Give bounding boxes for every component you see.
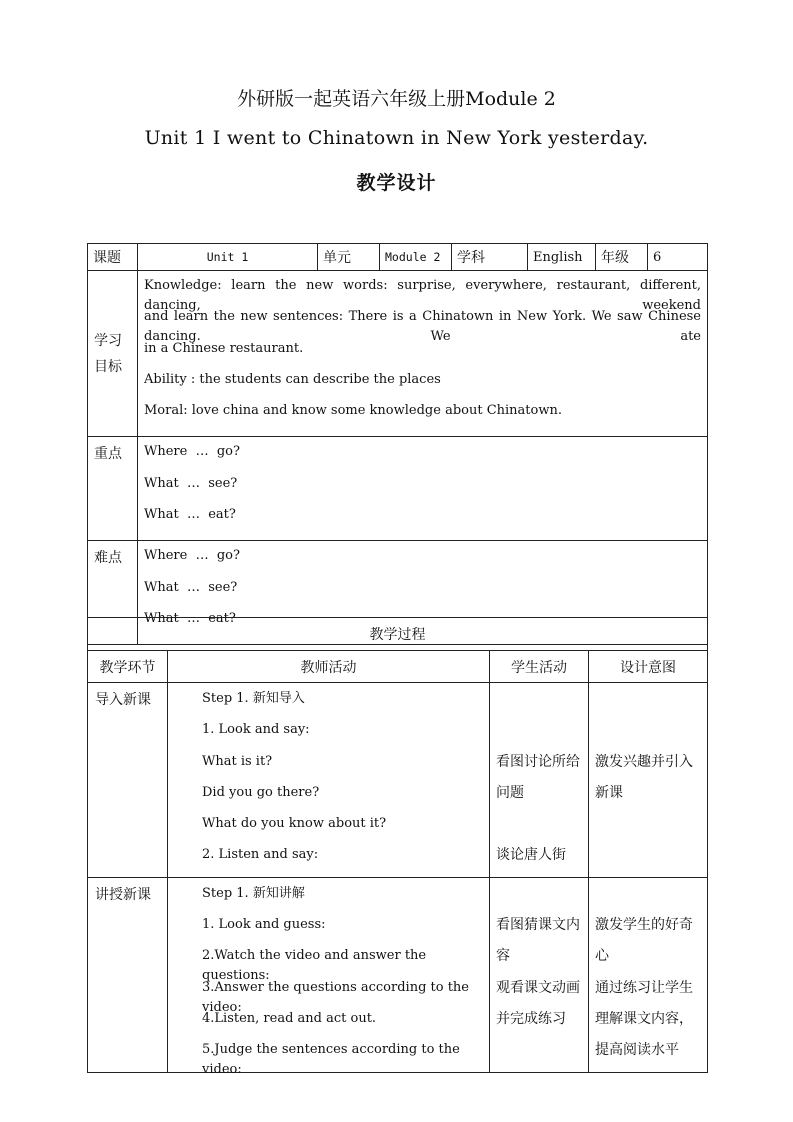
teacher-activity bbox=[168, 683, 490, 878]
purpose-line: 激发兴趣并引入 bbox=[595, 753, 693, 770]
purpose-line: 理解课文内容， bbox=[595, 1010, 693, 1027]
difficulties-label: 难点 bbox=[88, 541, 138, 645]
key-point-line: What … eat? bbox=[144, 507, 236, 523]
objective-line: and learn the new sentences: There is a Chinatown in New York. We saw Chinese dancing. We ate bbox=[144, 309, 701, 345]
document-title: 外研版一起英语六年级上册Module 2 bbox=[237, 88, 556, 110]
purpose-line: 通过练习让学生 bbox=[595, 979, 693, 996]
teacher-line: 3.Answer the questions according to the video: bbox=[202, 979, 470, 1015]
student-line: 容 bbox=[496, 948, 510, 965]
teacher-line: Did you go there? bbox=[202, 784, 320, 800]
purpose-line bbox=[595, 845, 701, 876]
grade-value: 6 bbox=[648, 244, 708, 271]
teacher-activity bbox=[168, 877, 490, 1078]
purpose-line bbox=[595, 884, 701, 915]
objective-line: in a Chinese restaurant. bbox=[144, 340, 304, 356]
column-header-stage: 教学环节 bbox=[88, 651, 168, 683]
student-activity bbox=[490, 683, 589, 878]
process-title: 教学过程 bbox=[88, 618, 708, 651]
teacher-line: 5.Judge the sentences according to the video: bbox=[202, 1042, 460, 1078]
student-activity bbox=[490, 877, 589, 1072]
objective-line: Moral: love china and know some knowledge about Chinatown. bbox=[144, 403, 562, 419]
unit-label: 单元 bbox=[318, 244, 380, 271]
topic-label: 课题 bbox=[88, 244, 138, 271]
student-line bbox=[496, 814, 582, 845]
teacher-line: Step 1. 新知讲解 bbox=[202, 885, 305, 901]
design-purpose bbox=[589, 683, 708, 878]
difficulty-line: What … see? bbox=[144, 579, 238, 595]
teacher-line: 1. Look and say: bbox=[202, 722, 310, 738]
topic-value: Unit 1 bbox=[138, 244, 318, 271]
process-title-row bbox=[88, 618, 708, 651]
key-point-line: What … see? bbox=[144, 475, 238, 491]
objectives-label-line2: 目标 bbox=[94, 358, 122, 375]
lesson-title: Unit 1 I went to Chinatown in New York yesterday. bbox=[144, 127, 649, 149]
student-line bbox=[496, 720, 582, 751]
key-point-line: Where … go? bbox=[144, 444, 240, 460]
student-line bbox=[496, 884, 582, 915]
process-row-intro bbox=[88, 683, 708, 878]
teacher-line: Step 1. 新知导入 bbox=[202, 691, 305, 706]
key-points-label: 重点 bbox=[88, 437, 138, 541]
column-header-purpose: 设计意图 bbox=[589, 651, 708, 683]
purpose-line: 激发学生的好奇 bbox=[595, 917, 693, 934]
stage-label: 导入新课 bbox=[88, 683, 168, 878]
student-line: 看图讨论所给 bbox=[496, 753, 580, 770]
student-line bbox=[496, 689, 582, 720]
objectives-row bbox=[88, 271, 708, 437]
objective-line: Knowledge: learn the new words: surprise, everywhere, restaurant, different, dancing, weekend bbox=[144, 278, 701, 313]
difficulty-line: Where … go? bbox=[144, 548, 240, 564]
purpose-line: 新课 bbox=[595, 784, 623, 801]
stage-label: 讲授新课 bbox=[88, 877, 168, 1072]
teacher-line: 2.Watch the video and answer the questions: bbox=[202, 948, 427, 984]
objectives-label bbox=[88, 271, 138, 437]
student-line bbox=[496, 1040, 582, 1071]
objectives-content bbox=[138, 271, 708, 437]
subject-value: English bbox=[528, 244, 596, 271]
objective-line: Ability : the students can describe the places bbox=[144, 371, 441, 387]
student-line: 谈论唐人街 bbox=[496, 847, 566, 864]
design-purpose bbox=[589, 877, 708, 1072]
teacher-line: 4.Listen, read and act out. bbox=[202, 1010, 377, 1026]
unit-value: Module 2 bbox=[380, 244, 452, 271]
design-heading: 教学设计 bbox=[356, 172, 437, 194]
teacher-line: What do you know about it? bbox=[202, 816, 387, 832]
student-line: 并完成练习 bbox=[496, 1010, 566, 1027]
teacher-line: 2. Listen and say: bbox=[202, 847, 319, 863]
student-line: 看图猜课文内 bbox=[496, 917, 580, 934]
teacher-line: 1. Look and guess: bbox=[202, 917, 326, 933]
student-line: 观看课文动画 bbox=[496, 979, 580, 996]
subject-label: 学科 bbox=[452, 244, 528, 271]
column-header-teacher: 教师活动 bbox=[168, 651, 490, 683]
purpose-line bbox=[595, 814, 701, 845]
key-points-row bbox=[88, 437, 708, 541]
column-header-student: 学生活动 bbox=[490, 651, 589, 683]
purpose-line bbox=[595, 689, 701, 720]
teaching-process-table bbox=[87, 617, 708, 1078]
info-header-row bbox=[88, 244, 708, 271]
process-column-header-row bbox=[88, 651, 708, 683]
key-points-content bbox=[138, 437, 708, 541]
difficulty-line: What … eat? bbox=[144, 610, 236, 626]
purpose-line: 提高阅读水平 bbox=[595, 1042, 679, 1059]
grade-label: 年级 bbox=[596, 244, 648, 271]
purpose-line bbox=[595, 720, 701, 751]
teacher-line: What is it? bbox=[202, 753, 273, 769]
student-line: 问题 bbox=[496, 784, 524, 801]
purpose-line: 心 bbox=[595, 948, 609, 965]
process-row-new-lesson bbox=[88, 877, 708, 1072]
objectives-label-line1: 学习 bbox=[94, 332, 122, 349]
lesson-info-table bbox=[87, 243, 708, 645]
